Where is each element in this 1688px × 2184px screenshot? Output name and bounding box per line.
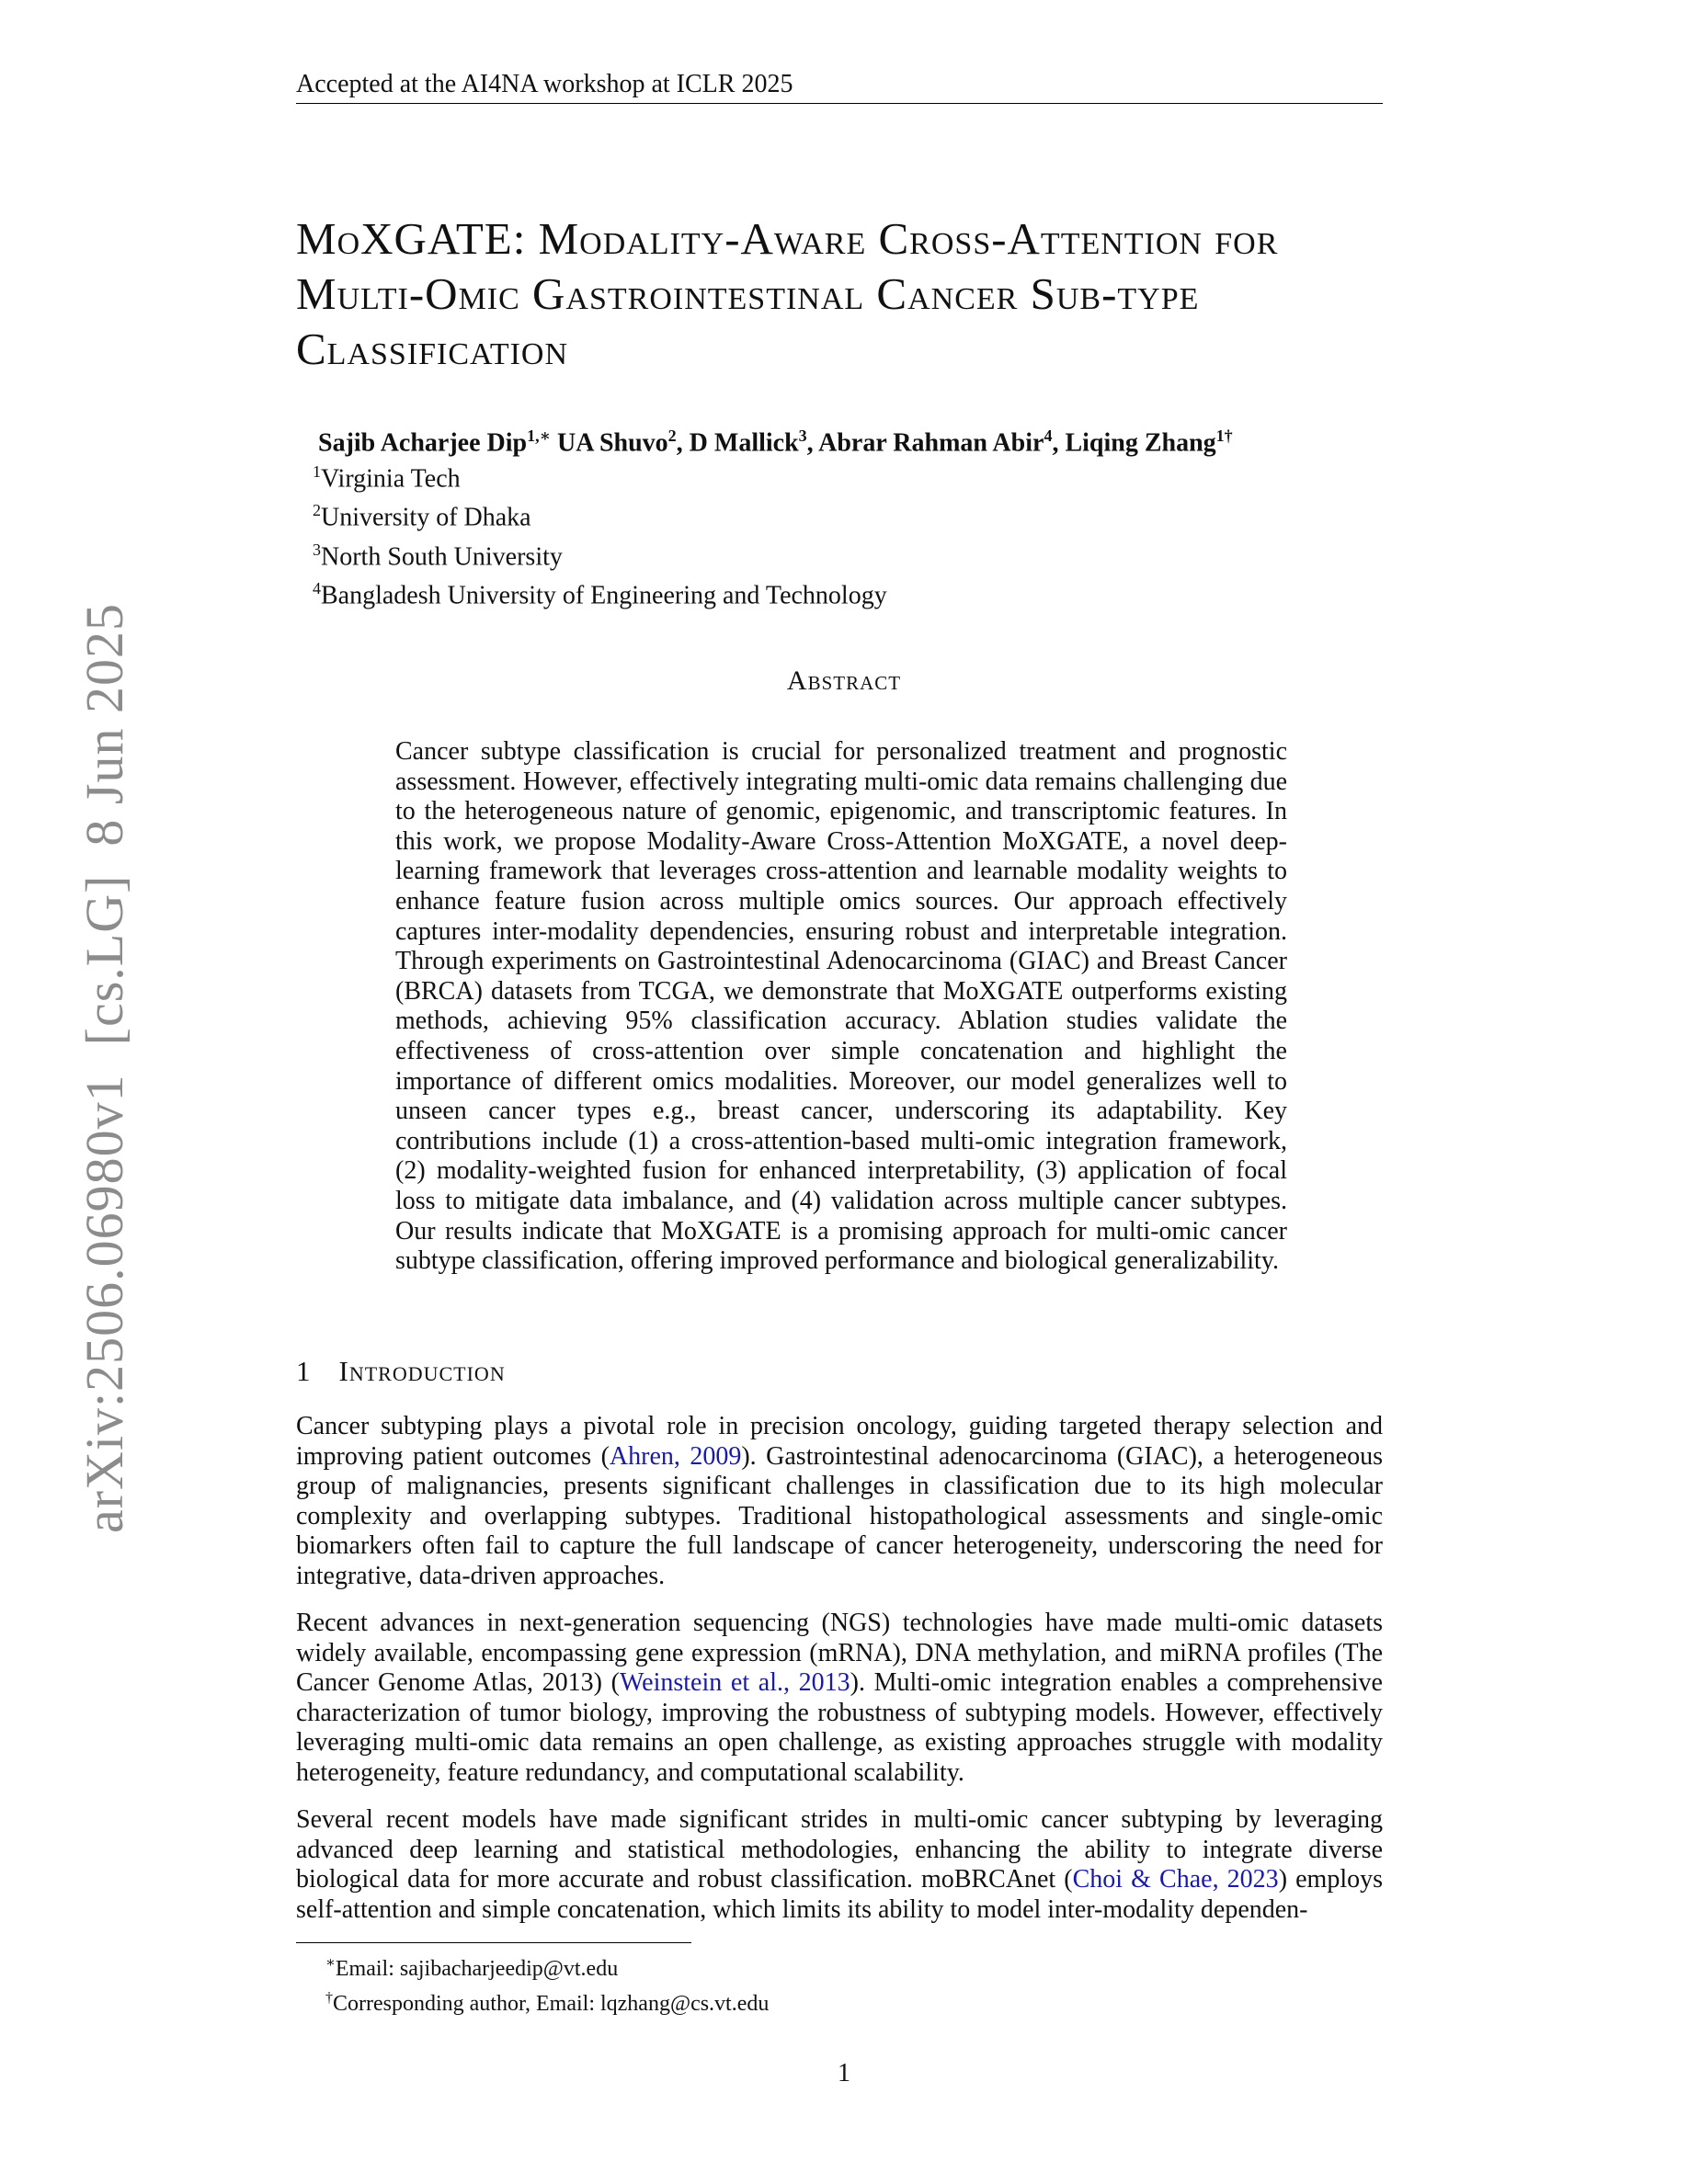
paragraph-text: ). Gastrointestinal adenocarcinoma (GIAC), a heterogeneous group of malignancies, presents significant challenges in classification due to its high molecular complexity and overlapping subtypes. Traditional histopathological assessments and single-omic biomarkers often fail to capture the full landscape of cancer heterogeneity, underscoring the need for integrative, data-driven approaches.: [296, 1441, 1383, 1590]
affiliation-list: [313, 456, 887, 611]
author-sup: 2: [667, 427, 677, 445]
affiliation-sup: 3: [313, 540, 321, 559]
paper-title: MoXGATE: Modality-Aware Cross-Attention for Multi-Omic Gastrointestinal Cancer Sub-type Classification: [296, 213, 1279, 374]
citation-link[interactable]: Weinstein et al., 2013: [619, 1668, 850, 1698]
author-sup: 4: [1044, 427, 1053, 445]
author-name: Sajib Acharjee Dip: [318, 428, 528, 458]
affiliation-name: Bangladesh University of Engineering and Technology: [321, 581, 887, 610]
footnote-mark: ∗: [325, 1955, 336, 1971]
author-name: UA Shuvo: [557, 428, 668, 458]
citation-link[interactable]: Choi & Chae, 2023: [1072, 1865, 1279, 1894]
paragraph-text: ) employs self-attention and simple concatenation, which limits its ability to model inter-modality dependen-: [296, 1865, 1383, 1924]
author-sup: 1†: [1215, 427, 1233, 445]
intro-paragraph-3: [296, 1805, 1383, 1925]
footnote: [325, 1984, 769, 2019]
affiliation: [313, 534, 887, 573]
author-name: Liqing Zhang: [1065, 428, 1216, 458]
paragraph-text: Recent advances in next-generation sequencing (NGS) technologies have made multi-omic datasets widely available, encompassing gene expression (mRNA), DNA methylation, and miRNA profiles (The Cancer Genome Atlas, 2013) (: [296, 1609, 1383, 1698]
affiliation-sup: 2: [313, 501, 321, 520]
affiliation-name: Virginia Tech: [321, 464, 461, 494]
affiliation: [313, 573, 887, 611]
footnote: [325, 1949, 769, 1984]
footnote-text: Corresponding author, Email: lqzhang@cs.vt.edu: [333, 1992, 770, 2016]
intro-paragraph-1: [296, 1412, 1383, 1592]
intro-paragraph-2: [296, 1609, 1383, 1789]
footnote-rule: [296, 1942, 691, 1943]
author-sup: 1,∗: [527, 427, 552, 445]
abstract-text: Cancer subtype classification is crucial for personalized treatment and prognostic assessment. However, effectively integrating multi-omic data remains challenging due to the heterogeneous nature of genomic, epigenomic, and transcriptomic features. In this work, we propose Modality-Aware Cross-Attention MoXGATE, a novel deep-learning framework that leverages cross-attention and learnable modality weights to enhance feature fusion across multiple omics sources. Our approach effectively captures inter-modality dependencies, ensuring robust and interpretable integration. Through experiments on Gastrointestinal Adenocarcinoma (GIAC) and Breast Cancer (BRCA) datasets from TCGA, we demonstrate that MoXGATE outperforms existing methods, achieving 95% classification accuracy. Ablation studies validate the effectiveness of cross-attention over simple concatenation and highlight the importance of different omics modalities. Moreover, our model generalizes well to unseen cancer types e.g., breast cancer, underscoring its adaptability. Key contributions include (1) a cross-attention-based multi-omic integration framework, (2) modality-weighted fusion for enhanced interpretability, (3) application of focal loss to mitigate data imbalance, and (4) validation across multiple cancer subtypes. Our results indicate that MoXGATE is a promising approach for multi-omic cancer subtype classification, offering improved performance and biological generalizability.: [395, 737, 1287, 1276]
affiliation-sup: 4: [313, 578, 321, 597]
paragraph-text: Cancer subtyping plays a pivotal role in precision oncology, guiding targeted therapy selection and improving patient outcomes (: [296, 1412, 1383, 1471]
citation-link[interactable]: Ahren, 2009: [609, 1441, 742, 1471]
section-number: 1: [296, 1355, 312, 1387]
author-name: Abrar Rahman Abir: [818, 428, 1044, 458]
affiliation-name: North South University: [321, 541, 563, 571]
affiliation-sup: 1: [313, 462, 321, 481]
footnote-mark: †: [325, 1990, 333, 2006]
section-heading: [296, 1355, 506, 1388]
section-title: Introduction: [338, 1355, 506, 1387]
footnotes: [325, 1949, 769, 2019]
affiliation: [313, 495, 887, 533]
running-header: Accepted at the AI4NA workshop at ICLR 2025: [296, 70, 1383, 104]
affiliation: [313, 456, 887, 495]
arxiv-stamp: arXiv:2506.06980v1 [cs.LG] 8 Jun 2025: [74, 602, 134, 1533]
affiliation-name: University of Dhaka: [321, 503, 531, 532]
paragraph-text: ). Multi-omic integration enables a comprehensive characterization of tumor biology, improving the robustness of subtyping models. However, effectively leveraging multi-omic data remains an open challenge, as existing approaches struggle with modality heterogeneity, feature redundancy, and computational scalability.: [296, 1668, 1383, 1787]
footnote-text: Email: sajibacharjeedip@vt.edu: [335, 1957, 619, 1981]
author-name: D Mallick: [689, 428, 799, 458]
author-list: Sajib Acharjee Dip$^{1,∗}$ UA Shuvo$^2$, D Mallick$^3$, Abrar Rahman Abir$^4$, Liqing Zhang$^{1\dagger}$: [318, 427, 1233, 458]
author-sup: 3: [798, 427, 807, 445]
page-number: 1: [838, 2059, 850, 2087]
abstract-heading: Abstract: [786, 665, 902, 696]
paragraph-text: Several recent models have made significant strides in multi-omic cancer subtyping by leveraging advanced deep learning and statistical methodologies, enhancing the ability to integrate diverse biological data for more accurate and robust classification. moBRCAnet (: [296, 1805, 1383, 1894]
